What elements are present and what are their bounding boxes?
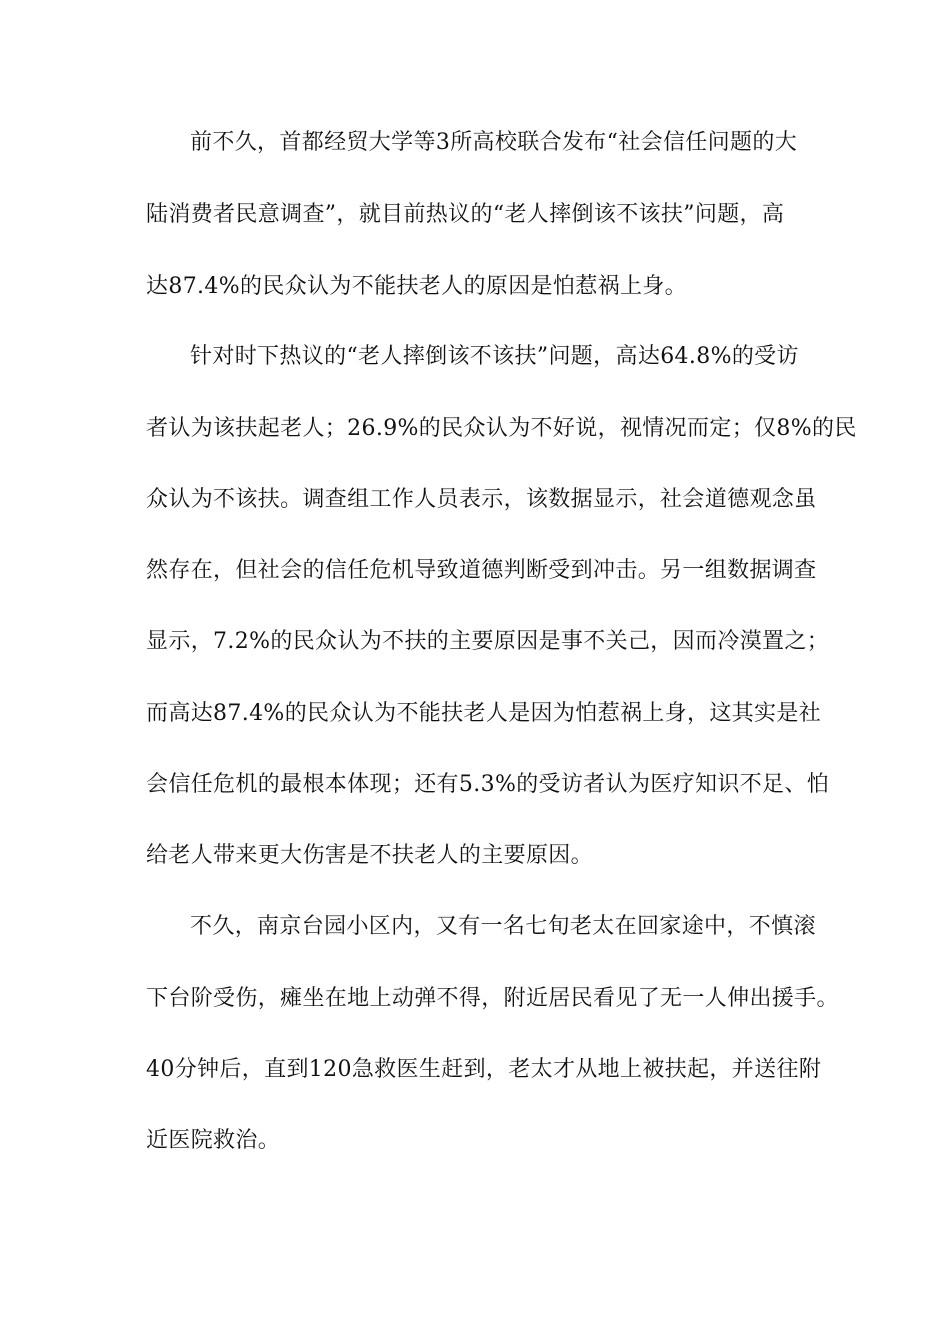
paragraph-2-line-4: 然存在，但社会的信任危机导致道德判断受到冲击。另一组数据调查 xyxy=(146,558,817,583)
paragraph-2-line-5: 显示，7.2%的民众认为不扶的主要原因是事不关己，因而冷漠置之； xyxy=(146,629,830,654)
paragraph-2-line-2: 者认为该扶起老人；26.9%的民众认为不好说，视情况而定；仅8%的民 xyxy=(146,416,857,441)
paragraph-2-line-3: 众认为不该扶。调查组工作人员表示，该数据显示，社会道德观念虽 xyxy=(146,487,817,512)
paragraph-3-line-2: 下台阶受伤，瘫坐在地上动弹不得，附近居民看见了无一人伸出援手。 xyxy=(146,986,839,1011)
paragraph-1-line-2: 陆消费者民意调查”，就目前热议的“老人摔倒该不该扶”问题，高 xyxy=(146,202,785,227)
paragraph-2-line-6: 而高达87.4%的民众认为不能扶老人是因为怕惹祸上身，这其实是社 xyxy=(146,701,822,726)
paragraph-1-line-3: 达87.4%的民众认为不能扶老人的原因是怕惹祸上身。 xyxy=(146,274,687,299)
paragraph-1-line-1: 前不久，首都经贸大学等3所高校联合发布“社会信任问题的大 xyxy=(190,130,798,155)
paragraph-2-line-7: 会信任危机的最根本体现；还有5.3%的受访者认为医疗知识不足、怕 xyxy=(146,772,830,797)
paragraph-2-line-1: 针对时下热议的“老人摔倒该不该扶”问题，高达64.8%的受访 xyxy=(190,344,799,369)
paragraph-3-line-1: 不久，南京台园小区内，又有一名七旬老太在回家途中，不慎滚 xyxy=(190,914,816,939)
paragraph-3-line-3: 40分钟后，直到120急救医生赶到，老太才从地上被扶起，并送往附 xyxy=(146,1057,822,1082)
paragraph-2-line-8: 给老人带来更大伤害是不扶老人的主要原因。 xyxy=(146,843,594,868)
paragraph-3-line-4: 近医院救治。 xyxy=(146,1128,281,1153)
